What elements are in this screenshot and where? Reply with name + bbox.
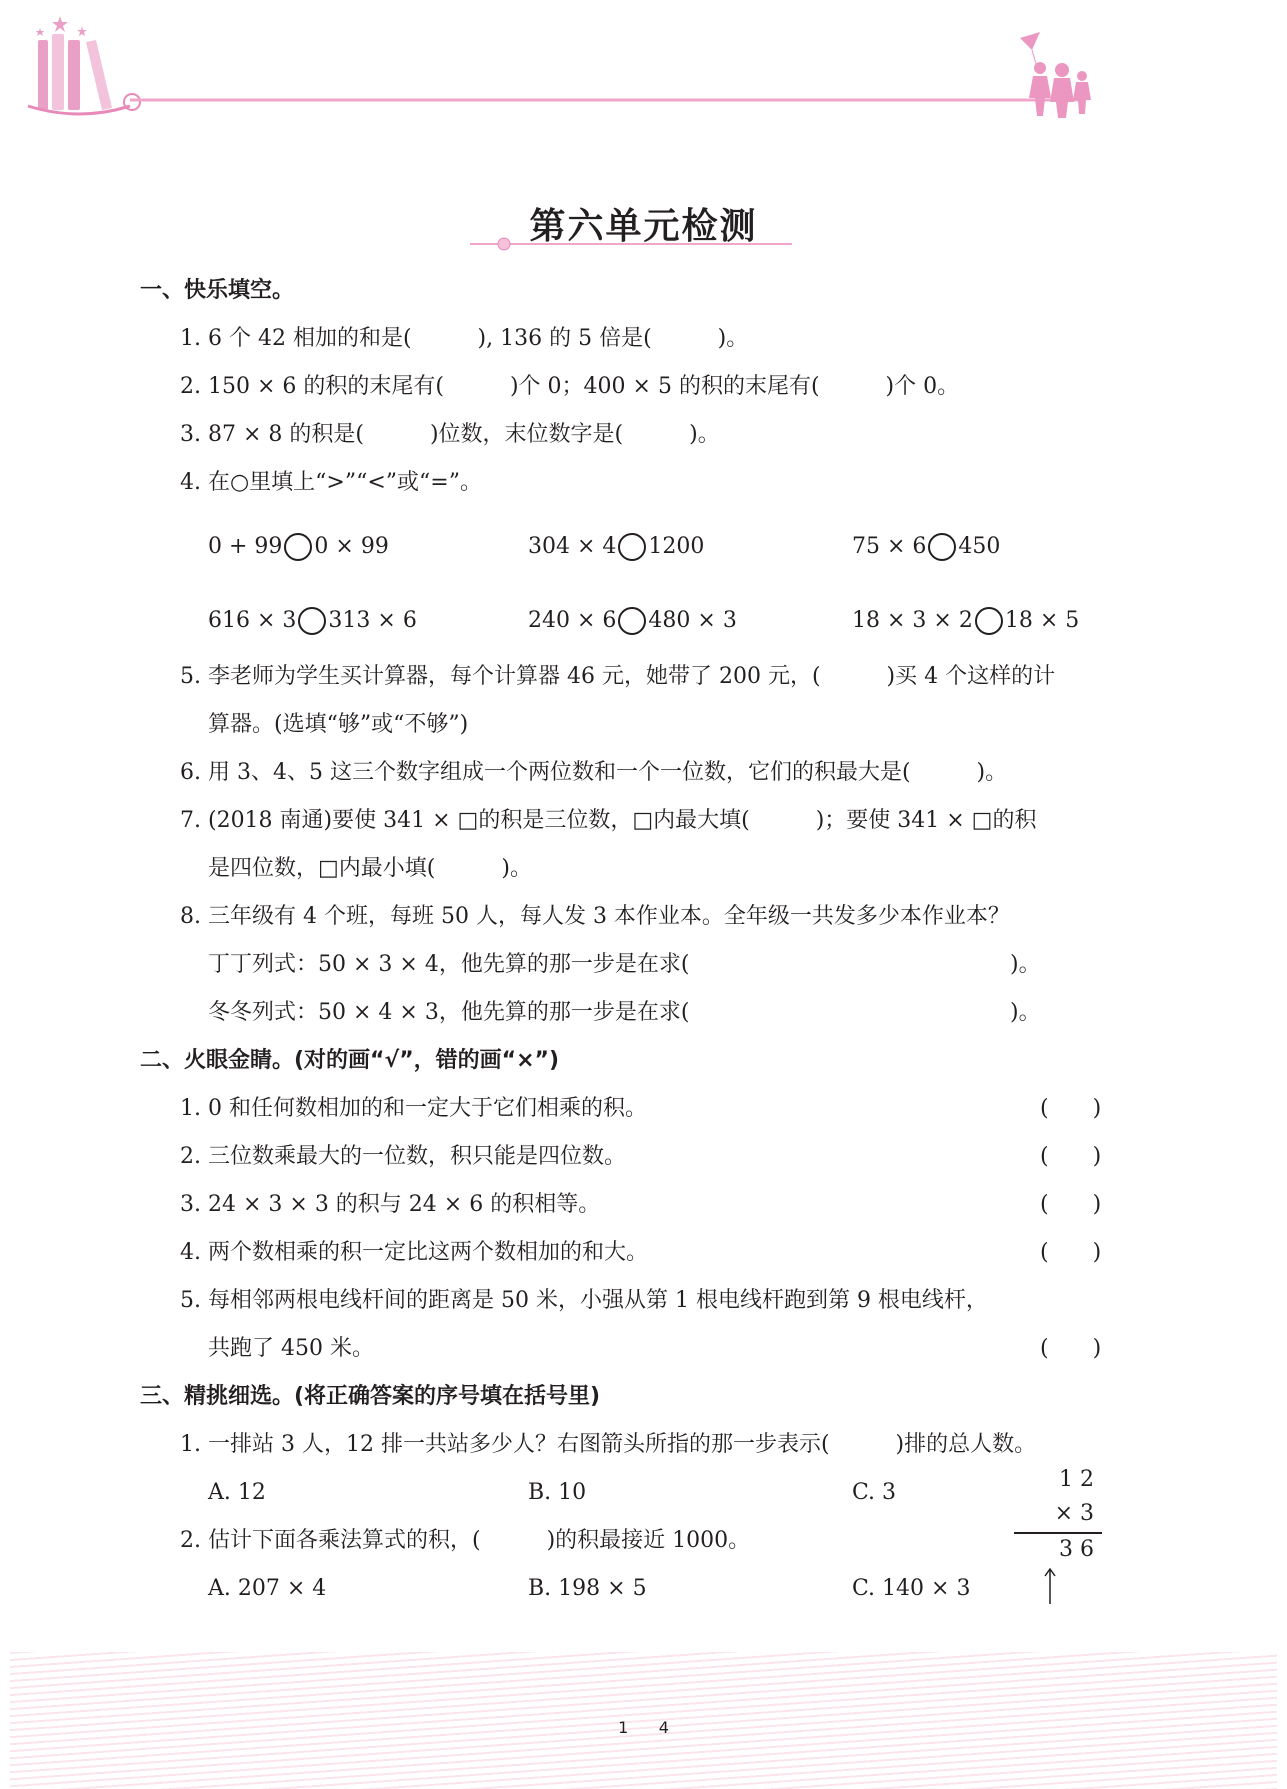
compare-circle[interactable]	[618, 533, 646, 561]
mult-result: 3 6	[1059, 1537, 1094, 1562]
compare-right: 450	[958, 534, 1001, 559]
s1-question-8-dongdong: 冬冬列式：50 × 4 × 3，他先算的那一步是在求(	[208, 1000, 690, 1025]
option-b[interactable]: B. 10	[528, 1480, 587, 1505]
choice-question-1: 1. 一排站 3 人，12 排一共站多少人？右图箭头所指的那一步表示( )排的总人数。	[180, 1432, 1037, 1457]
compare-left: 75 × 6	[852, 534, 927, 559]
option-a[interactable]: A. 12	[208, 1480, 266, 1505]
judge-answer-paren[interactable]: ( )	[1040, 1336, 1102, 1361]
compare-item	[852, 606, 1079, 636]
s1-question-5: 5. 李老师为学生买计算器，每个计算器 46 元，她带了 200 元，( )买 4 个这样的计	[180, 664, 1056, 689]
s1-question-6: 6. 用 3、4、5 这三个数字组成一个两位数和一个一位数，它们的积最大是( )。	[180, 760, 1008, 785]
compare-item	[528, 532, 704, 562]
section-3-heading: 三、精挑细选。(将正确答案的序号填在括号里)	[140, 1384, 601, 1409]
option-c[interactable]: C. 3	[852, 1480, 897, 1505]
compare-circle[interactable]	[618, 607, 646, 635]
answer-paren-close: )。	[1010, 1000, 1041, 1025]
s1-question-5-cont: 算器。(选填“够”或“不够”)	[208, 712, 469, 737]
compare-circle[interactable]	[975, 607, 1003, 635]
compare-right: 0 × 99	[314, 534, 389, 559]
choice-question-2: 2. 估计下面各乘法算式的积，( )的积最接近 1000。	[180, 1528, 751, 1553]
compare-item	[208, 532, 389, 562]
up-arrow-icon	[1040, 1566, 1060, 1606]
compare-left: 240 × 6	[528, 608, 617, 633]
compare-right: 18 × 5	[1004, 608, 1080, 633]
children-kite-icon	[1020, 32, 1091, 118]
s1-question-1: 1. 6 个 42 相加的和是( ), 136 的 5 倍是( )。	[180, 326, 749, 351]
compare-right: 480 × 3	[648, 608, 737, 633]
option-c[interactable]: C. 140 × 3	[852, 1576, 971, 1601]
compare-circle[interactable]	[928, 533, 956, 561]
compare-left: 304 × 4	[528, 534, 617, 559]
judge-item-1: 1. 0 和任何数相加的和一定大于它们相乘的积。	[180, 1096, 647, 1121]
compare-right: 1200	[648, 534, 705, 559]
title-underline	[460, 236, 800, 252]
s1-question-7: 7. (2018 南通)要使 341 × □的积是三位数，□内最大填( )；要使 341 × □的积	[180, 808, 1037, 833]
answer-paren-close: )。	[1010, 952, 1041, 977]
judge-item-3: 3. 24 × 3 × 3 的积与 24 × 6 的积相等。	[180, 1192, 601, 1217]
s1-question-3: 3. 87 × 8 的积是( )位数，末位数字是( )。	[180, 422, 720, 447]
header-decoration	[20, 10, 1270, 125]
s1-question-4: 4. 在○里填上“>”“<”或“=”。	[180, 470, 482, 495]
judge-answer-paren[interactable]: ( )	[1040, 1192, 1102, 1217]
compare-item	[528, 606, 737, 636]
compare-right: 313 × 6	[328, 608, 417, 633]
judge-item-5-cont: 共跑了 450 米。	[208, 1336, 374, 1361]
judge-answer-paren[interactable]: ( )	[1040, 1144, 1102, 1169]
compare-left: 616 × 3	[208, 608, 297, 633]
s1-question-8-dingding: 丁丁列式：50 × 3 × 4，他先算的那一步是在求(	[208, 952, 690, 977]
judge-item-4: 4. 两个数相乘的积一定比这两个数相加的和大。	[180, 1240, 648, 1265]
judge-answer-paren[interactable]: ( )	[1040, 1096, 1102, 1121]
s1-question-8: 8. 三年级有 4 个班，每班 50 人，每人发 3 本作业本。全年级一共发多少本作业本？	[180, 904, 1010, 929]
page-title: 第六单元检测	[529, 205, 758, 247]
judge-item-5: 5. 每相邻两根电线杆间的距离是 50 米，小强从第 1 根电线杆跑到第 9 根电线杆，	[180, 1288, 988, 1313]
section-2-heading: 二、火眼金睛。(对的画“√”，错的画“×”)	[140, 1048, 560, 1073]
s1-question-7-cont: 是四位数，□内最小填( )。	[208, 856, 532, 881]
s1-question-2: 2. 150 × 6 的积的末尾有( )个 0；400 × 5 的积的末尾有( )个 0。	[180, 374, 960, 399]
books-logo-icon	[28, 16, 140, 114]
judge-answer-paren[interactable]: ( )	[1040, 1240, 1102, 1265]
compare-left: 18 × 3 × 2	[852, 608, 973, 633]
compare-item	[852, 532, 1000, 562]
option-a[interactable]: A. 207 × 4	[208, 1576, 327, 1601]
page-number: 1 4	[618, 1718, 669, 1737]
mult-top: 1 2	[1059, 1467, 1094, 1492]
option-b[interactable]: B. 198 × 5	[528, 1576, 647, 1601]
compare-circle[interactable]	[298, 607, 326, 635]
compare-item	[208, 606, 417, 636]
mult-multiplier: × 3	[1054, 1501, 1094, 1526]
compare-left: 0 + 99	[208, 534, 283, 559]
judge-item-2: 2. 三位数乘最大的一位数，积只能是四位数。	[180, 1144, 626, 1169]
section-1-heading: 一、快乐填空。	[140, 278, 295, 303]
compare-circle[interactable]	[284, 533, 312, 561]
